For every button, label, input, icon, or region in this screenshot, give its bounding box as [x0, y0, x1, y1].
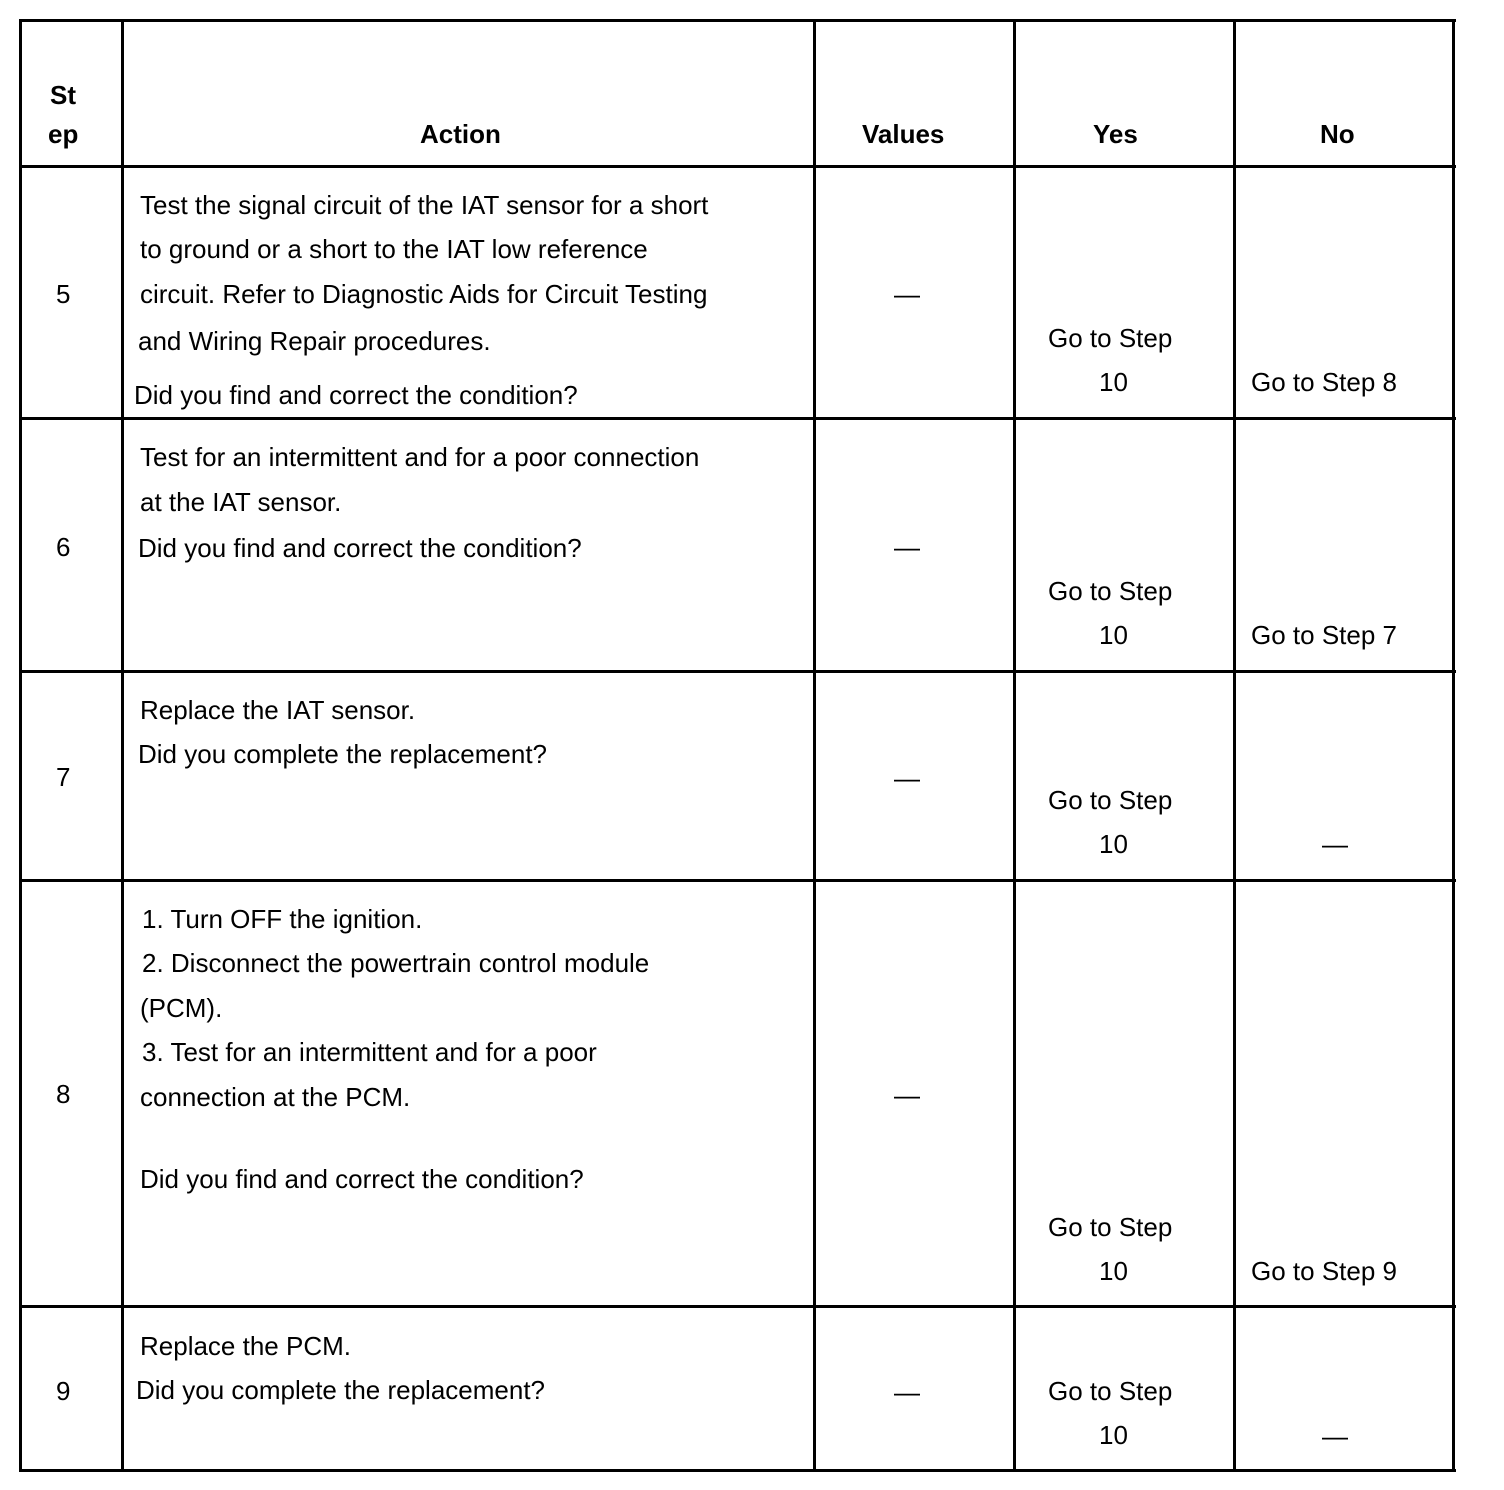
- action-line: (PCM).: [140, 993, 223, 1023]
- action-line: connection at the PCM.: [140, 1082, 411, 1112]
- no-dash: —: [1322, 829, 1348, 859]
- no-goto: Go to Step 9: [1251, 1256, 1397, 1286]
- no-goto: Go to Step 7: [1251, 620, 1397, 650]
- action-line: 2. Disconnect the powertrain control module: [142, 948, 650, 978]
- action-line: Test for an intermittent and for a poor connection: [140, 442, 700, 472]
- action-line: Did you complete the replacement?: [136, 1375, 546, 1405]
- yes-goto: Go to Step: [1048, 576, 1173, 606]
- grid-line: [20, 417, 1456, 420]
- value-dash: —: [894, 763, 920, 793]
- step-number: 6: [56, 532, 71, 562]
- grid-line: [1233, 19, 1236, 1472]
- grid-line: [19, 19, 22, 1472]
- header-step-line2: ep: [48, 119, 79, 149]
- no-dash: —: [1322, 1421, 1348, 1451]
- grid-line: [1452, 19, 1455, 1472]
- yes-step-number: 10: [1099, 1420, 1128, 1450]
- action-line: circuit. Refer to Diagnostic Aids for Circuit Testing: [140, 279, 708, 309]
- action-line: 1. Turn OFF the ignition.: [142, 904, 423, 934]
- action-line: 3. Test for an intermittent and for a poor: [142, 1037, 597, 1067]
- yes-goto: Go to Step: [1048, 323, 1173, 353]
- grid-line: [20, 1305, 1456, 1308]
- grid-line: [20, 165, 1456, 168]
- grid-line: [1013, 19, 1016, 1472]
- action-line: Test the signal circuit of the IAT sensor for a short: [140, 190, 709, 220]
- value-dash: —: [894, 1080, 920, 1110]
- header-values: Values: [862, 119, 945, 149]
- value-dash: —: [894, 1377, 920, 1407]
- yes-step-number: 10: [1099, 620, 1128, 650]
- grid-line: [121, 19, 124, 1472]
- action-line: Did you complete the replacement?: [138, 739, 548, 769]
- header-action: Action: [420, 119, 501, 149]
- grid-line: [20, 19, 1456, 22]
- action-line: Did you find and correct the condition?: [140, 1164, 584, 1194]
- action-line: Replace the IAT sensor.: [140, 695, 416, 725]
- action-line: Did you find and correct the condition?: [138, 533, 582, 563]
- header-yes: Yes: [1093, 119, 1138, 149]
- step-number: 5: [56, 279, 71, 309]
- action-line: Replace the PCM.: [140, 1331, 351, 1361]
- step-number: 8: [56, 1079, 71, 1109]
- yes-goto: Go to Step: [1048, 1212, 1173, 1242]
- grid-line: [813, 19, 816, 1472]
- action-line: to ground or a short to the IAT low reference: [140, 234, 648, 264]
- header-no: No: [1320, 119, 1355, 149]
- yes-goto: Go to Step: [1048, 785, 1173, 815]
- yes-goto: Go to Step: [1048, 1376, 1173, 1406]
- value-dash: —: [894, 279, 920, 309]
- yes-step-number: 10: [1099, 367, 1128, 397]
- action-line: Did you find and correct the condition?: [134, 380, 578, 410]
- step-number: 9: [56, 1376, 71, 1406]
- no-goto: Go to Step 8: [1251, 367, 1397, 397]
- yes-step-number: 10: [1099, 829, 1128, 859]
- grid-line: [20, 879, 1456, 882]
- action-line: at the IAT sensor.: [140, 487, 342, 517]
- header-step-line1: St: [50, 80, 76, 110]
- value-dash: —: [894, 532, 920, 562]
- action-line: and Wiring Repair procedures.: [138, 326, 491, 356]
- grid-line: [20, 1469, 1456, 1472]
- yes-step-number: 10: [1099, 1256, 1128, 1286]
- grid-line: [20, 670, 1456, 673]
- step-number: 7: [56, 762, 71, 792]
